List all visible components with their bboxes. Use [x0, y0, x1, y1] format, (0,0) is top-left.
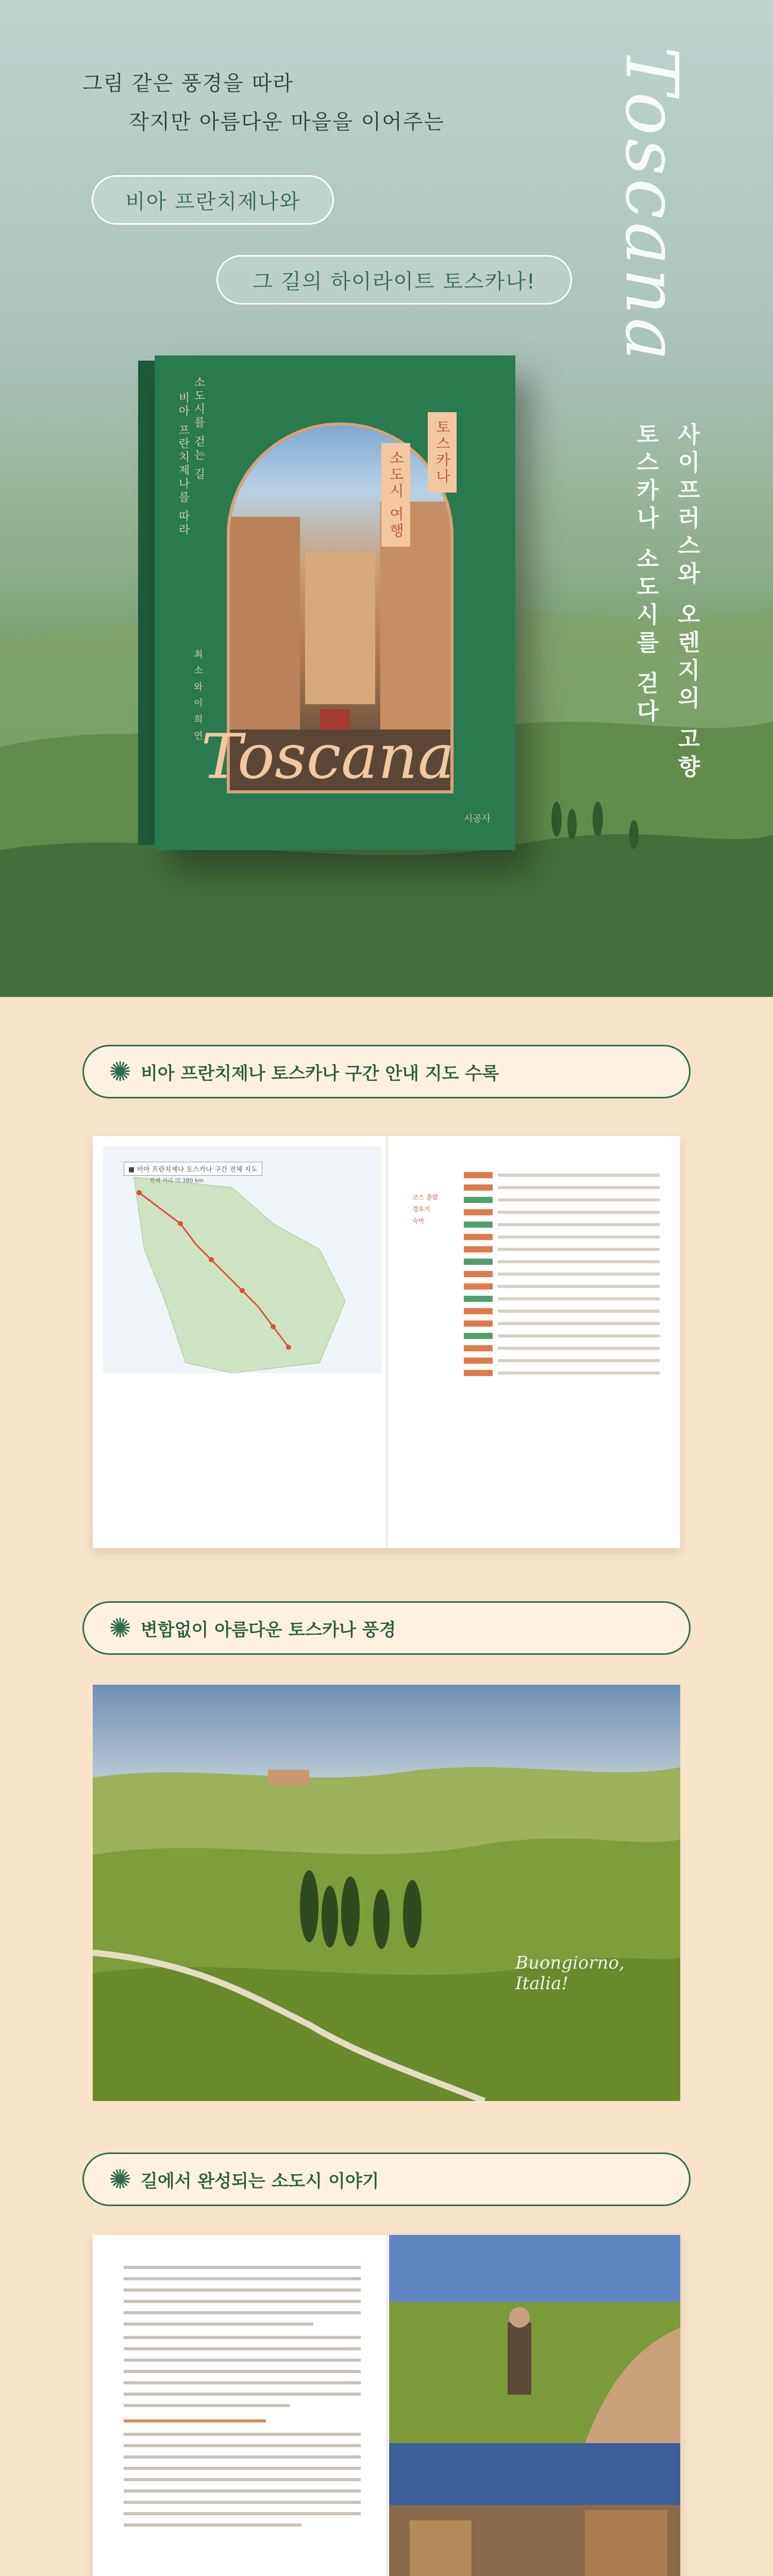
- legend-item: 코스 출발: [412, 1194, 439, 1201]
- list-item: [464, 1296, 660, 1302]
- list-item: [464, 1358, 660, 1364]
- list-item: [464, 1333, 660, 1339]
- hero-vertical-text-1: 사이프러스와 오렌지의 고향: [674, 422, 700, 783]
- list-item: [464, 1197, 660, 1203]
- hero-headline-2: 작지만 아름다운 마을을 이어주는: [129, 110, 445, 134]
- book-subtitle: 비아 프란치제나를 따라: [177, 392, 190, 537]
- book-title-label-2: 소도시 여행: [381, 443, 410, 547]
- book-publisher: 시공사: [464, 814, 491, 824]
- list-item: [464, 1222, 660, 1228]
- legend-item: 숙박: [412, 1217, 425, 1225]
- hero-pill-via-francigena: 비아 프란치제나와: [92, 175, 334, 225]
- list-item: [464, 1172, 660, 1178]
- flower-icon: ✺: [109, 1057, 131, 1088]
- photo-caption: Buongiorno, Italia!: [515, 1953, 625, 1994]
- hero-vertical-text-2: 토스카나 소도시를 걷다: [632, 422, 659, 727]
- list-item: [464, 1283, 660, 1290]
- book-spine-subtitle: 소도시를 걷는 길: [192, 376, 205, 481]
- tuscany-landscape-illustration: [93, 1685, 680, 2101]
- hiker-photo: [389, 2235, 680, 2443]
- landscape-photo: [93, 1685, 680, 2101]
- section-title-landscape: 변함없이 아름다운 토스카나 풍경: [141, 1619, 396, 1640]
- section-header-landscape: [82, 1601, 691, 1655]
- book-title-label-1: 토스카나: [428, 412, 457, 493]
- list-item: [464, 1320, 660, 1327]
- list-item: [464, 1246, 660, 1252]
- hero-script-title: Toscana: [609, 46, 693, 364]
- list-item: [464, 1184, 660, 1191]
- book-script-title: Toscana: [201, 721, 455, 793]
- legend-item: 경유지: [412, 1206, 430, 1213]
- map-legend: [412, 1193, 438, 1228]
- town-square-illustration: [389, 2443, 680, 2576]
- section-header-map: [82, 1045, 691, 1098]
- meadow-hiker-illustration: [389, 2235, 680, 2443]
- list-item: [464, 1271, 660, 1277]
- list-item: [464, 1308, 660, 1314]
- list-item: [464, 1259, 660, 1265]
- list-item: [464, 1209, 660, 1215]
- map-spread: [93, 1136, 680, 1548]
- section-header-story: [82, 2153, 691, 2206]
- flower-icon: ✺: [109, 1613, 131, 1644]
- route-map: [103, 1146, 381, 1373]
- list-item: [464, 1234, 660, 1240]
- section-title-story: 길에서 완성되는 소도시 이야기: [141, 2171, 379, 2192]
- flower-icon: ✺: [109, 2164, 131, 2195]
- stage-list: [464, 1172, 660, 1382]
- hero-pill-toscana: 그 길의 하이라이트 토스카나!: [216, 255, 572, 304]
- hero-headline-1: 그림 같은 풍경을 따라: [82, 72, 294, 95]
- piazza-photo: [389, 2443, 680, 2576]
- section-title-map: 비아 프란치제나 토스카나 구간 안내 지도 수록: [141, 1063, 499, 1084]
- list-item: [464, 1345, 660, 1351]
- tuscany-map-illustration: [103, 1146, 381, 1373]
- map-subtitle: 전체 거리 약 380 km: [149, 1177, 204, 1184]
- book-author: 최 소 와 이 희 연: [192, 649, 203, 742]
- map-title: ■ 비아 프란치제나 토스카나 구간 전체 지도: [124, 1162, 262, 1176]
- story-spread: [93, 2235, 680, 2576]
- list-item: [464, 1370, 660, 1376]
- story-body-text: [124, 2266, 361, 2535]
